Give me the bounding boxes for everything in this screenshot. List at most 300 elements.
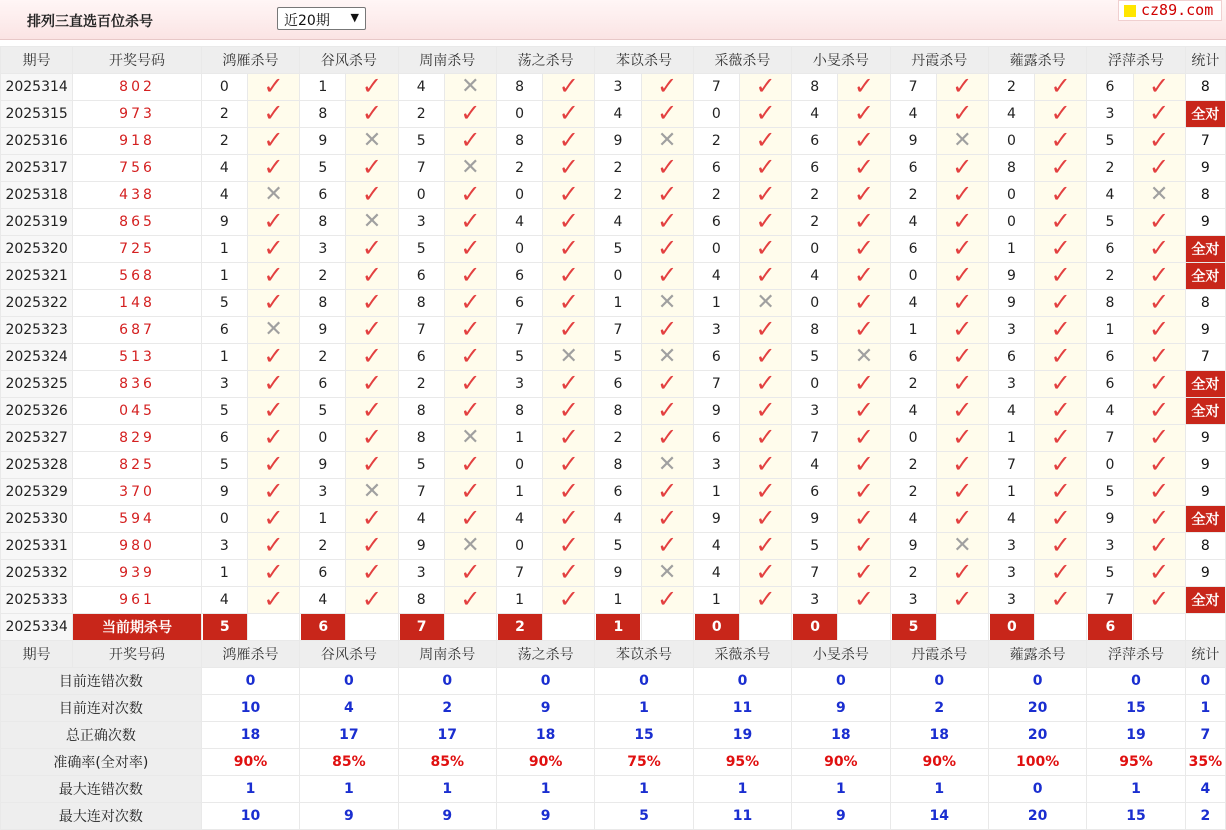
kill-pick: 0	[496, 182, 542, 209]
result-mark	[936, 506, 988, 533]
result-mark	[247, 371, 299, 398]
check-icon: ✓	[755, 532, 776, 559]
result-mark	[739, 101, 791, 128]
period-id: 2025317	[1, 155, 73, 182]
kill-pick: 1	[693, 290, 739, 317]
check-icon: ✓	[1149, 586, 1170, 613]
draw-number: 687	[73, 317, 202, 344]
check-icon: ✓	[263, 262, 284, 289]
kill-pick: 6	[1087, 371, 1133, 398]
result-mark	[838, 425, 890, 452]
summary-value: 19	[1087, 722, 1185, 749]
check-icon: ✓	[853, 559, 874, 586]
result-mark	[739, 236, 791, 263]
result-mark	[444, 128, 496, 155]
result-mark	[247, 101, 299, 128]
draw-number: 918	[73, 128, 202, 155]
result-mark	[641, 236, 693, 263]
draw-number: 980	[73, 533, 202, 560]
kill-pick: 0	[988, 128, 1034, 155]
check-icon: ✓	[1050, 559, 1071, 586]
result-mark	[444, 344, 496, 371]
summary-value: 90%	[496, 749, 594, 776]
check-icon: ✓	[1050, 370, 1071, 397]
result-mark	[543, 371, 595, 398]
result-mark	[1133, 479, 1185, 506]
kill-pick: 2	[890, 371, 936, 398]
kill-pick: 6	[693, 209, 739, 236]
result-mark	[346, 533, 398, 560]
period-id: 2025328	[1, 452, 73, 479]
result-mark	[247, 74, 299, 101]
table-row	[1, 506, 1226, 533]
table-row	[1, 263, 1226, 290]
current-period-row	[1, 614, 1226, 641]
summary-value: 0	[398, 668, 496, 695]
column-header-expert: 苯苡杀号	[595, 641, 693, 668]
kill-pick: 7	[496, 317, 542, 344]
result-mark	[838, 398, 890, 425]
kill-pick: 8	[1087, 290, 1133, 317]
kill-pick: 4	[398, 506, 444, 533]
result-mark	[247, 290, 299, 317]
check-icon: ✓	[755, 424, 776, 451]
current-stat-empty	[1185, 614, 1225, 641]
kill-pick: 1	[693, 587, 739, 614]
result-mark	[739, 533, 791, 560]
check-icon: ✓	[1050, 505, 1071, 532]
kill-pick: 1	[300, 506, 346, 533]
kill-pick: 4	[693, 263, 739, 290]
kill-pick: 4	[398, 74, 444, 101]
check-icon: ✓	[853, 100, 874, 127]
kill-pick: 6	[890, 236, 936, 263]
result-mark	[641, 290, 693, 317]
result-mark	[936, 128, 988, 155]
row-stat: 全对	[1185, 398, 1225, 425]
result-mark	[543, 506, 595, 533]
kill-pick: 9	[595, 128, 641, 155]
current-kill-cell	[1087, 614, 1133, 641]
cross-icon: ✕	[953, 533, 972, 558]
check-icon: ✓	[1050, 154, 1071, 181]
result-mark	[1133, 317, 1185, 344]
result-mark	[543, 236, 595, 263]
summary-label: 总正确次数	[1, 722, 202, 749]
kill-pick: 9	[1087, 506, 1133, 533]
kill-pick: 1	[988, 236, 1034, 263]
kill-pick: 5	[792, 344, 838, 371]
result-mark	[641, 452, 693, 479]
kill-pick: 4	[792, 452, 838, 479]
summary-value: 0	[988, 776, 1086, 803]
check-icon: ✓	[1050, 424, 1071, 451]
result-mark	[346, 587, 398, 614]
kill-pick: 3	[1087, 101, 1133, 128]
kill-pick: 0	[496, 533, 542, 560]
result-mark	[1035, 506, 1087, 533]
result-mark	[838, 371, 890, 398]
draw-number: 568	[73, 263, 202, 290]
period-select[interactable]	[277, 7, 366, 30]
period-id: 2025322	[1, 290, 73, 317]
kill-pick: 1	[496, 587, 542, 614]
result-mark	[444, 506, 496, 533]
check-icon: ✓	[657, 478, 678, 505]
current-kill-number: 0	[793, 614, 837, 640]
kill-pick: 3	[1087, 533, 1133, 560]
result-mark	[444, 155, 496, 182]
result-mark	[444, 479, 496, 506]
period-id: 2025333	[1, 587, 73, 614]
summary-value: 9	[496, 803, 594, 830]
result-mark	[838, 506, 890, 533]
result-mark	[739, 290, 791, 317]
result-mark	[936, 317, 988, 344]
kill-pick: 3	[988, 533, 1034, 560]
column-header-draw: 开奖号码	[73, 641, 202, 668]
kill-pick: 7	[398, 155, 444, 182]
check-icon: ✓	[460, 370, 481, 397]
kill-pick: 6	[792, 479, 838, 506]
kill-pick: 6	[496, 263, 542, 290]
check-icon: ✓	[1149, 559, 1170, 586]
kill-pick: 9	[693, 506, 739, 533]
check-icon: ✓	[657, 262, 678, 289]
result-mark	[936, 74, 988, 101]
check-icon: ✓	[657, 397, 678, 424]
kill-pick: 1	[300, 74, 346, 101]
check-icon: ✓	[1149, 235, 1170, 262]
current-kill-number: 0	[695, 614, 739, 640]
kill-pick: 6	[693, 155, 739, 182]
check-icon: ✓	[1050, 181, 1071, 208]
kill-pick: 8	[300, 290, 346, 317]
result-mark	[543, 290, 595, 317]
result-mark	[1035, 263, 1087, 290]
kill-pick: 3	[792, 398, 838, 425]
check-icon: ✓	[558, 478, 579, 505]
kill-pick: 0	[1087, 452, 1133, 479]
summary-value: 0	[1087, 668, 1185, 695]
kill-pick: 6	[398, 263, 444, 290]
kill-pick: 7	[496, 560, 542, 587]
check-icon: ✓	[952, 586, 973, 613]
kill-pick: 0	[693, 236, 739, 263]
summary-stat: 0	[1185, 668, 1225, 695]
result-mark	[543, 398, 595, 425]
result-mark	[641, 74, 693, 101]
check-icon: ✓	[1149, 73, 1170, 100]
table-row	[1, 533, 1226, 560]
kill-pick: 4	[890, 209, 936, 236]
period-id: 2025327	[1, 425, 73, 452]
result-mark	[444, 209, 496, 236]
summary-value: 1	[595, 776, 693, 803]
kill-pick: 6	[792, 155, 838, 182]
result-mark	[247, 533, 299, 560]
check-icon: ✓	[361, 397, 383, 424]
summary-value: 0	[300, 668, 398, 695]
check-icon: ✓	[755, 478, 776, 505]
result-mark	[936, 398, 988, 425]
result-mark	[247, 344, 299, 371]
result-mark	[739, 506, 791, 533]
summary-value: 10	[201, 803, 299, 830]
column-header-expert: 周南杀号	[398, 641, 496, 668]
kill-pick: 4	[496, 209, 542, 236]
page-title: 排列三直选百位杀号	[27, 14, 153, 30]
current-kill-cell	[693, 614, 739, 641]
table-row	[1, 398, 1226, 425]
kill-pick: 4	[1087, 182, 1133, 209]
summary-value: 75%	[595, 749, 693, 776]
kill-pick: 4	[988, 101, 1034, 128]
summary-value: 19	[693, 722, 791, 749]
result-mark	[444, 425, 496, 452]
summary-value: 18	[792, 722, 890, 749]
kill-pick: 8	[792, 317, 838, 344]
result-mark	[739, 344, 791, 371]
check-icon: ✓	[657, 505, 678, 532]
kill-pick: 8	[792, 74, 838, 101]
kill-pick: 4	[595, 209, 641, 236]
current-kill-number: 0	[990, 614, 1034, 640]
kill-pick: 1	[201, 344, 247, 371]
summary-value: 20	[988, 695, 1086, 722]
brand-logo[interactable]	[1118, 0, 1222, 21]
check-icon: ✓	[361, 532, 383, 559]
row-stat: 全对	[1185, 587, 1225, 614]
kill-pick: 2	[890, 479, 936, 506]
check-icon: ✓	[1149, 451, 1170, 478]
kill-pick: 2	[398, 371, 444, 398]
check-icon: ✓	[558, 370, 579, 397]
check-icon: ✓	[558, 397, 579, 424]
summary-value: 1	[496, 776, 594, 803]
period-id: 2025315	[1, 101, 73, 128]
kill-pick: 0	[988, 182, 1034, 209]
check-icon: ✓	[1149, 370, 1170, 397]
check-icon: ✓	[263, 424, 284, 451]
check-icon: ✓	[558, 181, 579, 208]
check-icon: ✓	[657, 370, 678, 397]
table-row	[1, 74, 1226, 101]
period-select-value: 近20期	[284, 13, 330, 29]
kill-pick: 0	[890, 263, 936, 290]
check-icon: ✓	[1050, 478, 1071, 505]
column-header-expert: 鸿雁杀号	[201, 641, 299, 668]
check-icon: ✓	[952, 289, 973, 316]
check-icon: ✓	[1050, 235, 1071, 262]
result-mark	[936, 155, 988, 182]
kill-pick: 1	[201, 560, 247, 587]
check-icon: ✓	[263, 127, 284, 154]
check-icon: ✓	[263, 208, 284, 235]
current-kill-number: 5	[203, 614, 247, 640]
kill-pick: 6	[1087, 236, 1133, 263]
column-header-period: 期号	[1, 641, 73, 668]
row-stat: 9	[1185, 209, 1225, 236]
result-mark	[936, 560, 988, 587]
period-id: 2025329	[1, 479, 73, 506]
kill-pick: 1	[595, 290, 641, 317]
kill-pick: 7	[1087, 425, 1133, 452]
check-icon: ✓	[1149, 505, 1170, 532]
summary-value: 95%	[693, 749, 791, 776]
kill-pick: 2	[890, 560, 936, 587]
result-mark	[641, 533, 693, 560]
summary-label: 目前连错次数	[1, 668, 202, 695]
draw-number: 939	[73, 560, 202, 587]
summary-value: 90%	[890, 749, 988, 776]
kill-pick: 5	[1087, 560, 1133, 587]
table-row	[1, 290, 1226, 317]
check-icon: ✓	[755, 73, 776, 100]
check-icon: ✓	[558, 559, 579, 586]
result-mark	[543, 155, 595, 182]
summary-stat: 35%	[1185, 749, 1225, 776]
cross-icon: ✕	[657, 560, 677, 585]
check-icon: ✓	[657, 424, 678, 451]
summary-value: 90%	[201, 749, 299, 776]
draw-number: 961	[73, 587, 202, 614]
result-mark	[444, 263, 496, 290]
kill-pick: 0	[890, 425, 936, 452]
result-mark	[739, 371, 791, 398]
result-mark	[1133, 587, 1185, 614]
result-mark	[346, 74, 398, 101]
check-icon: ✓	[361, 505, 383, 532]
table-header-row	[1, 47, 1226, 74]
check-icon: ✓	[1149, 343, 1170, 370]
result-mark	[1133, 398, 1185, 425]
check-icon: ✓	[952, 559, 973, 586]
check-icon: ✓	[657, 208, 678, 235]
current-kill-number: 2	[498, 614, 542, 640]
kill-pick: 2	[595, 155, 641, 182]
result-mark	[247, 182, 299, 209]
row-stat: 全对	[1185, 371, 1225, 398]
column-header-draw: 开奖号码	[73, 47, 202, 74]
kill-pick: 0	[496, 236, 542, 263]
kill-pick: 0	[595, 263, 641, 290]
kill-pick: 4	[300, 587, 346, 614]
summary-value: 14	[890, 803, 988, 830]
current-kill-cell	[792, 614, 838, 641]
column-header-period: 期号	[1, 47, 73, 74]
draw-number: 865	[73, 209, 202, 236]
table-row	[1, 128, 1226, 155]
result-mark	[936, 101, 988, 128]
kill-pick: 6	[1087, 74, 1133, 101]
kill-pick: 9	[890, 128, 936, 155]
check-icon: ✓	[1149, 316, 1170, 343]
result-mark	[1035, 533, 1087, 560]
check-icon: ✓	[755, 208, 776, 235]
period-id: 2025330	[1, 506, 73, 533]
check-icon: ✓	[853, 505, 874, 532]
result-mark	[1035, 425, 1087, 452]
kill-pick: 3	[201, 533, 247, 560]
kill-pick: 0	[792, 290, 838, 317]
kill-pick: 3	[693, 317, 739, 344]
kill-pick: 6	[1087, 344, 1133, 371]
kill-pick: 6	[595, 479, 641, 506]
column-header-expert: 采薇杀号	[693, 47, 791, 74]
result-mark	[346, 209, 398, 236]
check-icon: ✓	[755, 451, 776, 478]
kill-pick: 9	[792, 506, 838, 533]
result-mark	[838, 479, 890, 506]
row-stat: 8	[1185, 533, 1225, 560]
kill-pick: 1	[201, 263, 247, 290]
kill-pick: 4	[792, 101, 838, 128]
draw-number: 594	[73, 506, 202, 533]
check-icon: ✓	[755, 316, 776, 343]
check-icon: ✓	[460, 208, 481, 235]
kill-pick: 6	[693, 344, 739, 371]
result-mark	[1035, 587, 1087, 614]
kill-pick: 0	[792, 236, 838, 263]
kill-pick: 9	[988, 290, 1034, 317]
result-mark	[739, 452, 791, 479]
result-mark	[346, 425, 398, 452]
check-icon: ✓	[1149, 397, 1170, 424]
result-mark	[543, 182, 595, 209]
kill-number-table	[0, 46, 1226, 830]
summary-label: 最大连错次数	[1, 776, 202, 803]
kill-pick: 7	[988, 452, 1034, 479]
current-kill-spacer	[247, 614, 299, 641]
result-mark	[936, 587, 988, 614]
summary-value: 1	[595, 695, 693, 722]
check-icon: ✓	[755, 370, 776, 397]
summary-value: 1	[201, 776, 299, 803]
kill-pick: 3	[201, 371, 247, 398]
check-icon: ✓	[657, 100, 678, 127]
summary-value: 0	[595, 668, 693, 695]
kill-pick: 6	[595, 371, 641, 398]
summary-value: 10	[201, 695, 299, 722]
check-icon: ✓	[361, 73, 383, 100]
current-period-id: 2025334	[1, 614, 73, 641]
period-id: 2025316	[1, 128, 73, 155]
check-icon: ✓	[263, 559, 284, 586]
result-mark	[641, 587, 693, 614]
result-mark	[346, 506, 398, 533]
result-mark	[1133, 452, 1185, 479]
check-icon: ✓	[460, 316, 481, 343]
result-mark	[543, 479, 595, 506]
check-icon: ✓	[1149, 100, 1170, 127]
result-mark	[838, 587, 890, 614]
summary-label: 目前连对次数	[1, 695, 202, 722]
kill-pick: 4	[595, 506, 641, 533]
check-icon: ✓	[755, 235, 776, 262]
kill-pick: 6	[890, 344, 936, 371]
kill-pick: 6	[496, 290, 542, 317]
kill-pick: 2	[792, 182, 838, 209]
result-mark	[1035, 479, 1087, 506]
check-icon: ✓	[1149, 424, 1170, 451]
result-mark	[346, 290, 398, 317]
column-header-expert: 浮萍杀号	[1087, 47, 1185, 74]
column-header-expert: 蕹露杀号	[988, 47, 1086, 74]
result-mark	[1035, 560, 1087, 587]
kill-pick: 1	[496, 479, 542, 506]
check-icon: ✓	[755, 586, 776, 613]
